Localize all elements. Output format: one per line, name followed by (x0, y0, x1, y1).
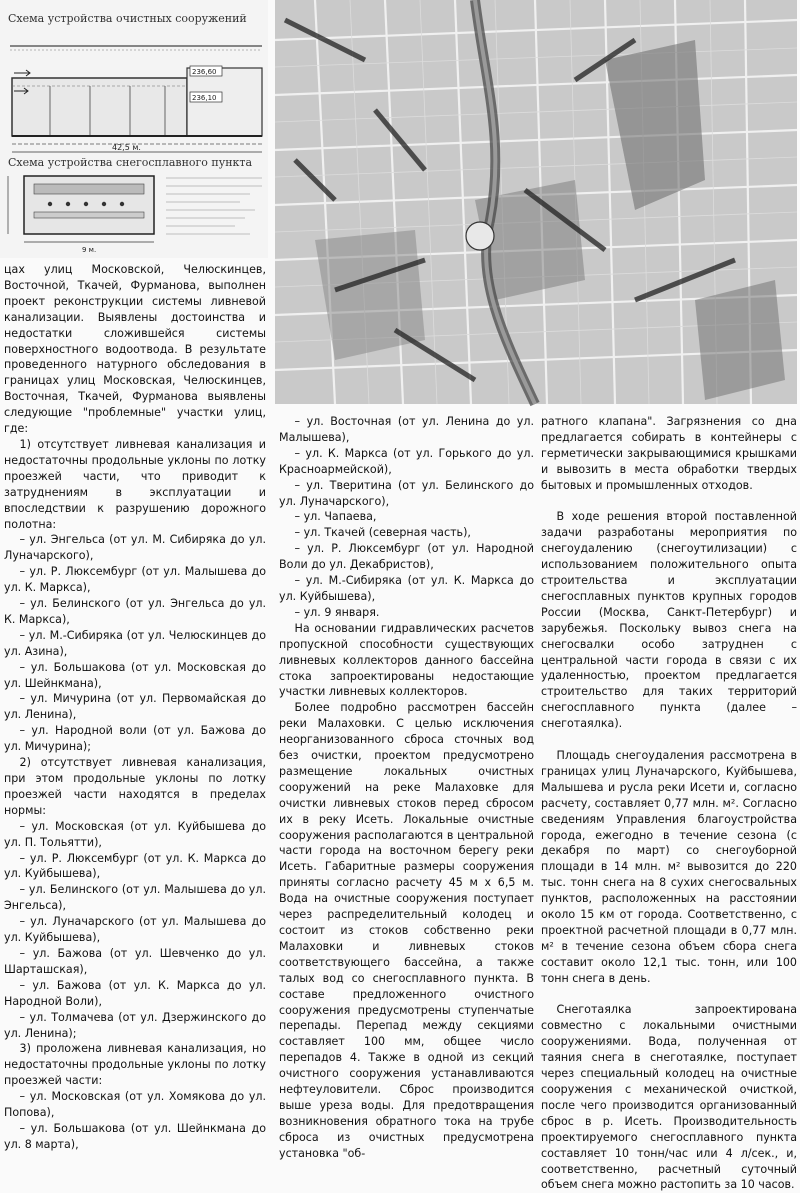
list-item: – ул. Тверитина (от ул. Белинского до ул. Луначарского), (279, 478, 534, 508)
list-item: – ул. Р. Люксембург (от ул. Малышева до ул. К. Маркса), (4, 565, 266, 595)
list-item: – ул. Московская (от ул. Куйбышева до ул. П. Тольятти), (4, 819, 266, 849)
list-item: – ул. М.-Сибиряка (от ул. Челюскинцев до ул. Азина), (4, 628, 266, 658)
engineering-drawings (0, 0, 268, 258)
caption-snow-melt-scheme: Схема устройства снегосплавного пункта (8, 156, 253, 169)
paragraph: Снеготаялка запроектирована совместно с локальными очистными сооружениями. Вода, полученная от таяния снега в снеготаялке, поступает через специальный колодец на очистные сооружения с механической очисткой, после чего производится организованный сброс в р. Исеть. Производительность проектируемого снегосплавного пункта составляет 10 тонн/час или 4 л/сек., и, соответственно, расчетный суточный объем снега можно растопить за 10 часов. (541, 1003, 797, 1192)
paragraph: ратного клапана". Загрязнения со дна предлагается собирать в контейнеры с герметически закрывающимися крышками и вывозить в места обработки твердых бытовых и промышленных отходов. (541, 415, 797, 492)
width-dimension: 9 м. (82, 246, 97, 254)
list-item: – ул. Толмачева (от ул. Дзержинского до ул. Ленина); (4, 1010, 266, 1040)
text-column-3 (541, 414, 797, 1192)
map-drawing (275, 0, 797, 404)
list-item: – ул. Московская (от ул. Хомякова до ул. Попова), (4, 1090, 266, 1120)
level-mark-upper: 236,60 (192, 68, 217, 76)
list-item: – ул. М.-Сибиряка (от ул. К. Маркса до ул. Куйбышева), (279, 574, 534, 603)
length-dimension: 42,5 м. (112, 143, 141, 152)
list-item: – ул. Большакова (от ул. Московская до ул. Шейнкмана), (4, 660, 266, 690)
snow-melt-drawing (0, 168, 268, 258)
list-item: – ул. 9 января. (294, 605, 380, 619)
list-item: – ул. Народной воли (от ул. Бажова до ул. Мичурина); (4, 724, 266, 754)
level-mark-lower: 236,10 (192, 94, 217, 102)
paragraph: 2) отсутствует ливневая канализация, при этом продольные уклоны по лотку проезжей части находятся в пределах нормы: (4, 756, 266, 817)
list-item: – ул. Чапаева, (294, 510, 377, 524)
paragraph: В ходе решения второй поставленной задачи разработаны мероприятия по снегоудалению (снегоутилизации) с использованием положительного опыта строительства и эксплуатации снегосплавных пунктов крупных городов России (Москва, Санкт-Петербург) и зарубежья. Поскольку вывоз снега на снегосвалки особо затруднен с центральной части города в связи с их удаленностью, проектом предлагается строительство для таких территорий снегосплавного пункта (далее – снеготаялка). (541, 510, 797, 731)
list-item: – ул. Р. Люксембург (от ул. К. Маркса до ул. Куйбышева), (4, 851, 266, 881)
text-column-2 (279, 414, 534, 1160)
paragraph: Более подробно рассмотрен бассейн реки Малаховки. С целью исключения неорганизованного сброса сточных вод без очистки, проектом предусмотрено размещение локальных очистных сооружений на реке Малаховке для очистки ливневых стоков перед сбросом их в реку Исеть. Локальные очистные сооружения располагаются в центральной части города на восточном берегу реки Исеть. Габаритные размеры сооружения приняты согласно расчету 45 м х 6,5 м. Вода на очистные сооружения поступает через распределительный колодец и состоит из стоков собственно реки Малаховки и ливневых стоков соответствующего бассейна, а также талых вод со снегосплавного пункта. В составе предложенного очистного сооружения предусмотрены ступенчатые перепады. Перепад между секциями составляет 100 мм, общее число перепадов 4. Также в одной из секций очистного сооружения устанавливаются нефтеуловители. Сброс производится выше уреза воды. Для предотвращения возникновения обратного тока на трубе сброса из очистных предусмотрена установка "об- (279, 701, 534, 1160)
list-item: – ул. Восточная (от ул. Ленина до ул. Малышева), (279, 415, 534, 444)
list-item: – ул. Бажова (от ул. К. Маркса до ул. Народной Воли), (4, 978, 266, 1008)
treatment-plant-drawing (0, 28, 268, 158)
list-item: – ул. К. Маркса (от ул. Горького до ул. Красноармейской), (279, 446, 534, 476)
paragraph: Площадь снегоудаления рассмотрена в границах улиц Луначарского, Куйбышева, Малышева и русла реки Исети и, согласно расчету, составляет 0,77 млн. м². Согласно сведениям Управления благоустройства города, ежегодно в течение сезона (с декабря по март) со снегоуборной площади в 14 млн. м² вывозится до 220 тыс. тонн снега на 8 сухих снегосвальных пунктов, расположенных на расстоянии около 15 км от города. Соответственно, с проектной расчетной площади в 0,77 млн. м² в течение сезона объем сбора снега составит около 12,1 тыс. тонн, или 100 тонн снега в день. (541, 749, 797, 985)
list-item: – ул. Р. Люксембург (от ул. Народной Воли до ул. Декабристов), (279, 542, 534, 572)
paragraph: 3) проложена ливневая канализация, но недостаточны продольные уклоны по лотку проезжей части: (4, 1042, 266, 1088)
paragraph: На основании гидравлических расчетов пропускной способности существующих ливневых коллекторов данного бассейна стока запроектированы недостающие участки ливневых коллекторов. (279, 621, 534, 699)
list-item: – ул. Бажова (от ул. Шевченко до ул. Шарташская), (4, 946, 266, 976)
caption-treatment-scheme: Схема устройства очистных сооружений (8, 12, 247, 25)
list-item: – ул. Энгельса (от ул. М. Сибиряка до ул. Луначарского), (4, 533, 266, 563)
list-item: – ул. Мичурина (от ул. Первомайская до ул. Ленина), (4, 692, 266, 722)
list-item: – ул. Белинского (от ул. Энгельса до ул. К. Маркса), (4, 597, 266, 626)
list-item: – ул. Белинского (от ул. Малышева до ул. Энгельса), (4, 883, 266, 913)
paragraph: цах улиц Московской, Челюскинцев, Восточной, Ткачей, Фурманова, выполнен проект реконструкции системы ливневой канализации. Выявлены достоинства и недостатки сложившейся системы поверхностного водоотвода. В результате проведенного натурного обследования в границах улиц Московская, Челюскинцев, Восточная, Ткачей, Фурманова выявлены следующие "проблемные" участки улиц, где: (4, 263, 266, 436)
city-drainage-map (275, 0, 797, 404)
list-item: – ул. Ткачей (северная часть), (294, 526, 471, 540)
text-column-1 (4, 262, 266, 1151)
list-item: – ул. Луначарского (от ул. Малышева до ул. Куйбышева), (4, 915, 266, 945)
list-item: – ул. Большакова (от ул. Шейнкмана до ул. 8 марта), (4, 1121, 266, 1151)
paragraph: 1) отсутствует ливневая канализация и недостаточны продольные уклоны по лотку проезжей части, что приводит к затруднениям в эксплуатации и впоследствии к разрушению дорожного полотна: (4, 437, 266, 531)
